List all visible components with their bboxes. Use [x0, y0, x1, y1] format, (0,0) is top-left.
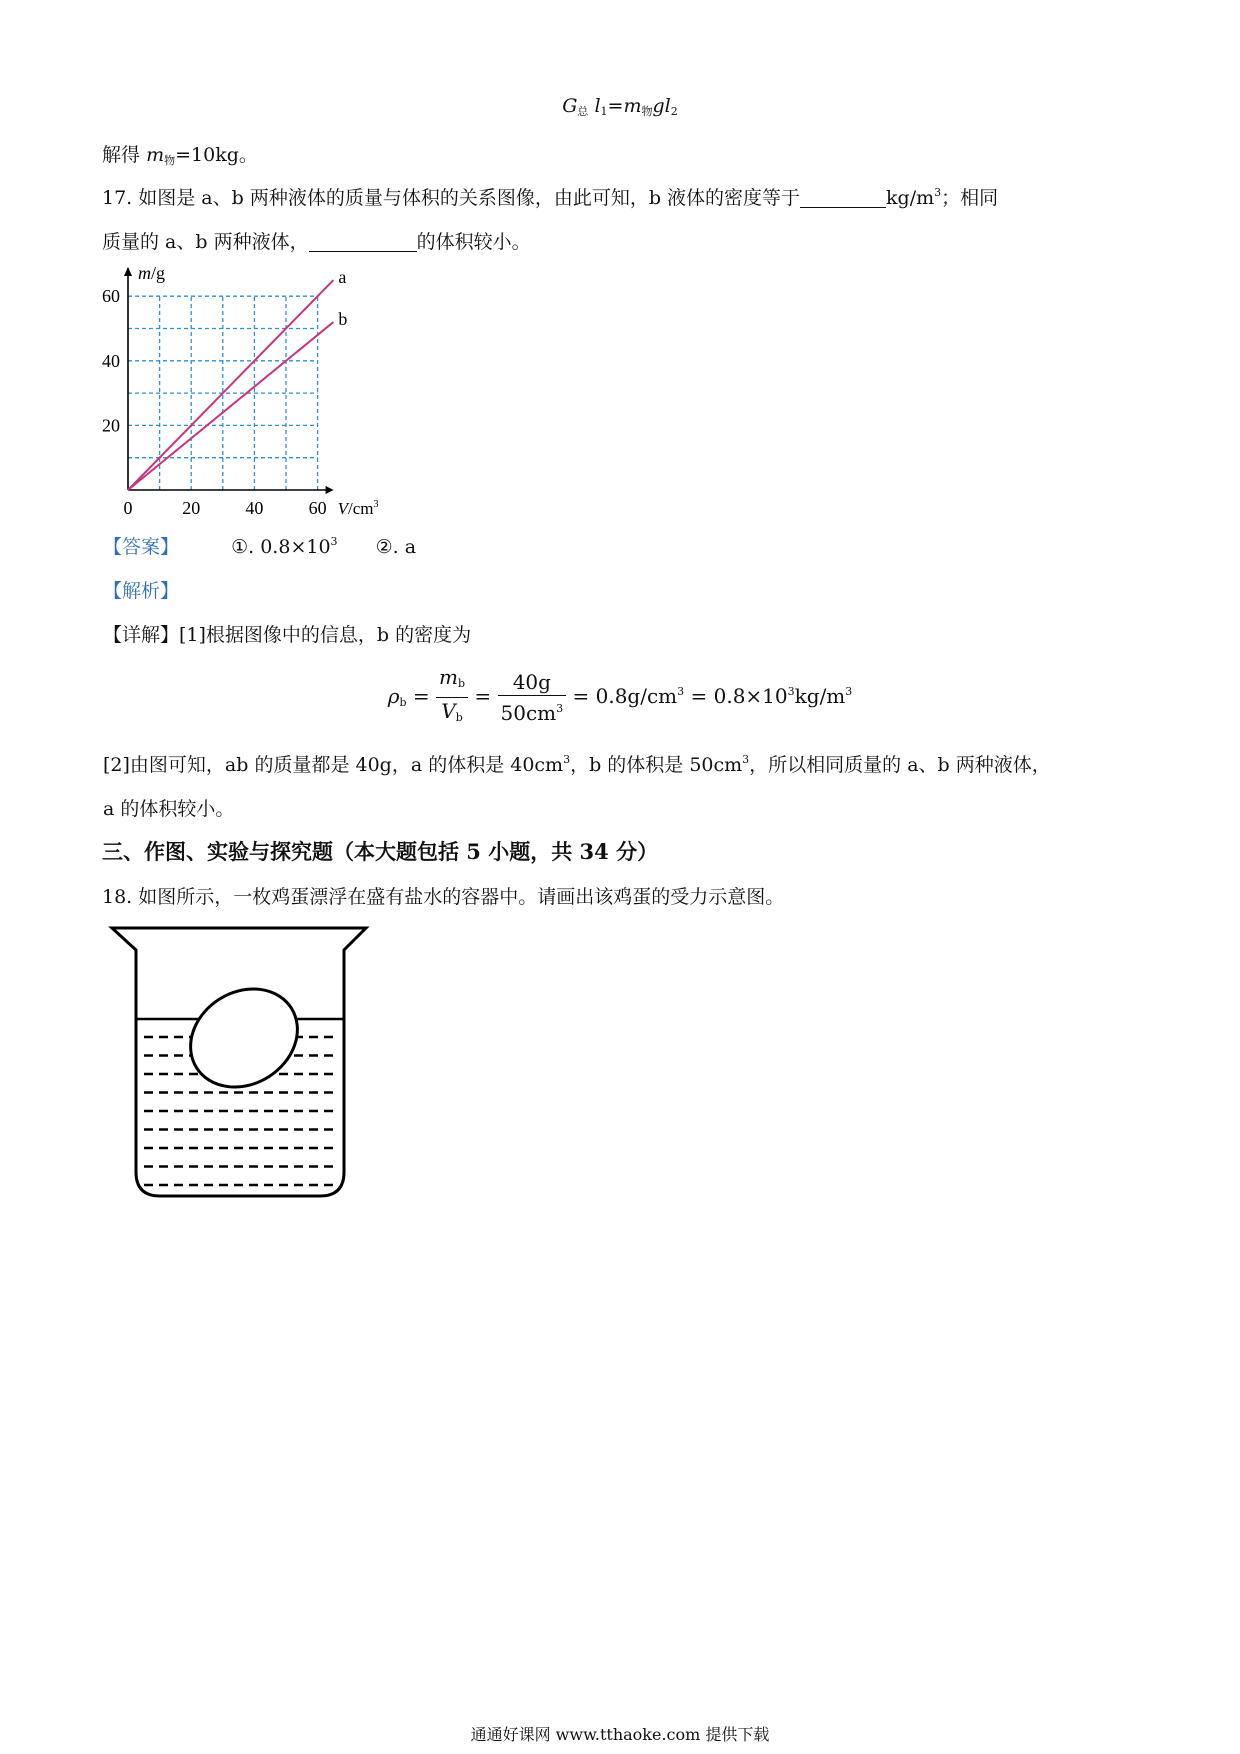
x-axis-arrow-icon — [326, 486, 334, 494]
answer-line: 【答案】 ①. $0.8\times 10^3$ ②. a — [103, 535, 417, 558]
answer-blank-1[interactable] — [800, 187, 886, 208]
series-line-b — [128, 322, 333, 490]
lever-equation: $G_总$ $l_1=m_物gl_2$ — [562, 95, 678, 118]
answer-label: 【答案】 — [103, 536, 180, 558]
y-tick-label: 60 — [102, 286, 120, 307]
beaker-egg-figure — [108, 922, 370, 1202]
egg-icon — [172, 969, 316, 1106]
analysis-label: 【解析】 — [103, 580, 180, 602]
result-line: 解得 $m_物=10kg$。 — [102, 144, 258, 167]
series-label-a: a — [338, 267, 347, 288]
y-tick-label: 40 — [102, 350, 120, 371]
q17-line2: 质量的 a、b 两种液体， 的体积较小。 — [102, 231, 531, 253]
mass-volume-chart — [95, 262, 395, 524]
x-tick-label: 20 — [182, 498, 201, 518]
x-axis-label: $V/cm^3$ — [337, 499, 379, 518]
series-line-a — [128, 280, 333, 490]
answer-blank-2[interactable] — [309, 231, 417, 252]
detail-line1: 【详解】[1]根据图像中的信息，b 的密度为 — [103, 624, 472, 646]
fraction-values: $\frac{40g}{50cm^3}$ — [498, 669, 567, 726]
y-axis-arrow-icon — [124, 267, 132, 276]
x-tick-label: 40 — [245, 498, 264, 518]
x-tick-label: 60 — [308, 498, 327, 518]
y-tick-label: 20 — [102, 415, 120, 436]
detail-line3: a 的体积较小。 — [103, 798, 235, 820]
q18-text: 18. 如图所示，一枚鸡蛋漂浮在盛有盐水的容器中。请画出该鸡蛋的受力示意图。 — [102, 886, 785, 908]
series-label-b: b — [338, 309, 348, 330]
origin-label: 0 — [123, 498, 133, 518]
density-formula: $\rho_b$ = $\frac{m_b}{V_b}$ = $\frac{40g}{50cm^3}$ = $0.8g/cm^3 = 0.8\times 10^3kg/m^3$ — [0, 664, 1240, 731]
y-axis-label: m/g — [138, 263, 166, 283]
footer-credit: 通通好课网 www.tthaoke.com 提供下载 — [470, 1725, 770, 1744]
detail-line2: [2]由图可知，ab 的质量都是 40g，a 的体积是 $40cm^3$，b 的体积是 $50cm^3$，所以相同质量的 a、b 两种液体， — [103, 753, 1051, 776]
q17-line1: 17. 如图是 a、b 两种液体的质量与体积的关系图像，由此可知，b 液体的密度等于 $kg/m^3$；相同 — [102, 186, 999, 209]
fraction-m-over-v: $\frac{m_b}{V_b}$ — [436, 664, 468, 731]
section-3-title: 三、作图、实验与探究题（本大题包括 5 小题，共 34 分） — [102, 839, 659, 864]
